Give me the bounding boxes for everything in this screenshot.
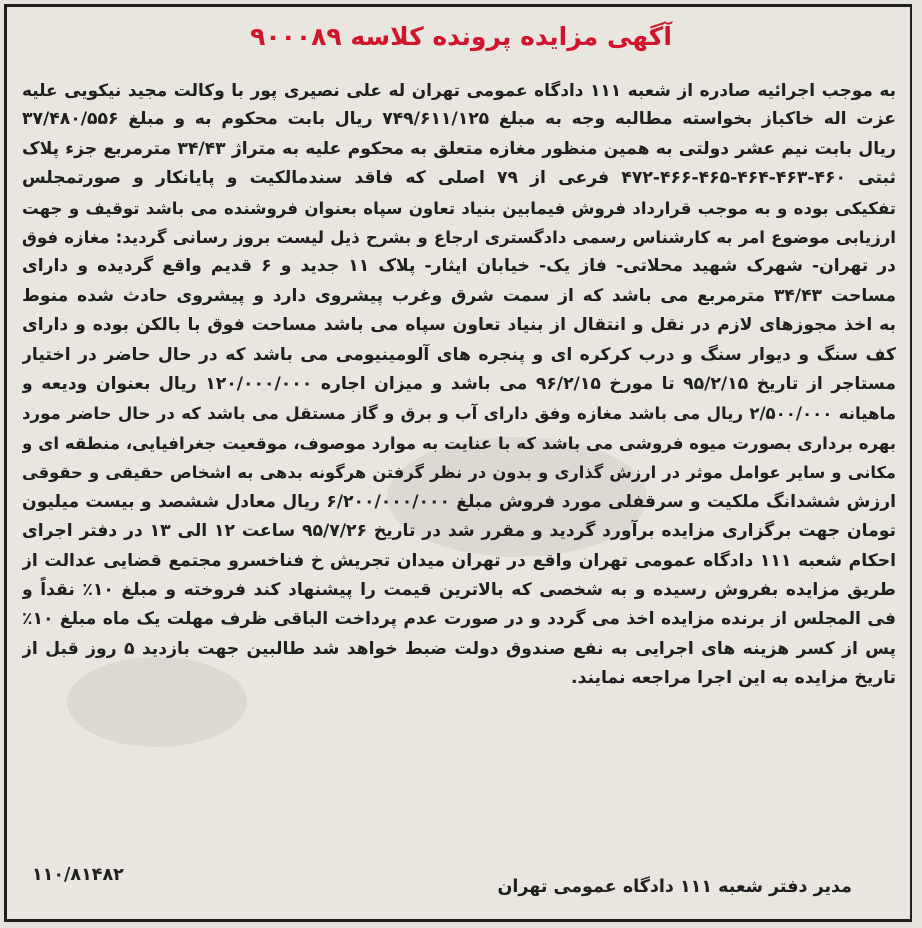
- notice-line: پس از کسر هزینه های اجرایی به نفع صندوق دولت ضبط خواهد شد طالبین جهت بازدید ۵ روز قبل از: [22, 638, 896, 659]
- notice-line: ارزیابی موضوع امر به کارشناس رسمی دادگستری ارجاع و بشرح ذیل لیست بروز رسانی گردید: مغازه فوق: [22, 228, 896, 248]
- notice-code: ۱۱۰/۸۱۴۸۲: [32, 865, 124, 885]
- notice-line: مکانی و سایر عوامل موثر در ارزش گذاری و بدون در نظر گرفتن هرگونه بدهی به اشخاص حقیقی و حقوقی: [22, 463, 896, 483]
- notice-line: ماهیانه ۲/۵۰۰/۰۰۰ ریال می باشد مغازه وفق دارای آب و برق و گاز مستقل می باشد که در حال حاضر مورد: [22, 404, 896, 424]
- notice-line: ریال بابت نیم عشر دولتی به همین منظور مغازه متعلق به محکوم علیه به متراژ ۳۴/۴۳ مترمربع جزء پلاک: [22, 138, 896, 159]
- notice-line: ارزش ششدانگ ملکیت و سرقفلی مورد فروش مبلغ ۶/۲۰۰/۰۰۰/۰۰۰ ریال معادل ششصد و بیست میلیون: [22, 491, 896, 512]
- notice-body: [22, 76, 896, 694]
- notice-line: مستاجر از تاریخ ۹۵/۲/۱۵ تا مورخ ۹۶/۲/۱۵ می باشد و میزان اجاره ۱۲۰/۰۰۰/۰۰۰ ریال بعنوان ودیعه و: [22, 374, 896, 395]
- signer-title: مدیر دفتر شعبه ۱۱۱ دادگاه عمومی تهران: [497, 877, 852, 897]
- notice-line: تاریخ مزایده به این اجرا مراجعه نمایند.: [571, 668, 896, 689]
- notice-title: آگهی مزایده پرونده کلاسه ۹۰۰۰۸۹: [250, 22, 672, 51]
- notice-line: تومان جهت برگزاری مزایده برآورد گردید و مقرر شد در تاریخ ۹۵/۷/۲۶ ساعت ۱۲ الی ۱۳ در دفتر اجرای: [22, 521, 896, 542]
- notice-line: طریق مزایده بفروش رسیده و به شخصی که بالاترین قیمت را پیشنهاد کند فروخته و مبلغ ۱۰٪ نقداً و: [22, 579, 896, 600]
- notice-line: احکام شعبه ۱۱۱ دادگاه عمومی تهران واقع در تهران میدان تجریش خ فناخسرو مجتمع قضایی عدالت از: [22, 550, 896, 571]
- notice-line: در تهران- شهرک شهید محلاتی- فاز یک- خیابان ایثار- پلاک ۱۱ جدید و ۶ قدیم واقع گردیده و دارای: [22, 256, 896, 277]
- notice-line: به موجب اجرائیه صادره از شعبه ۱۱۱ دادگاه عمومی تهران له علی نصیری پور با وکالت مجید نیکویی علیه: [22, 80, 896, 100]
- notice-line: ثبتی ۴۶۰-۴۶۳-۴۶۴-۴۶۵-۴۶۶-۴۷۲ فرعی از ۷۹ اصلی که فاقد سندمالکیت و پایانکار و صورتمجلس: [22, 168, 896, 189]
- notice-line: کف سنگ و دیوار سنگ و درب کرکره ای و پنجره های آلومینیومی می باشد که در حال حاضر در اختیار: [22, 344, 896, 365]
- notice-line: تفکیکی بوده و به موجب قرارداد فروش فیمابین بنیاد تعاون سپاه بعنوان فروشنده می باشد توقیف و جهت: [22, 198, 896, 218]
- notice-line: مساحت ۳۴/۴۳ مترمربع می باشد که از سمت شرق وغرب پیشروی دارد و پیشروی حادث شده منوط: [22, 285, 896, 306]
- notice-line: عزت اله خاکباز بخواسته مطالبه وجه به مبلغ ۷۴۹/۶۱۱/۱۲۵ ریال بابت محکوم به و مبلغ ۳۷/۴۸۰/۵۵۶: [22, 109, 896, 130]
- notice-line: بهره برداری بصورت میوه فروشی می باشد که با عنایت به موارد موصوف، موقعیت جغرافیایی، منطقه ای و: [22, 433, 896, 453]
- notice-line: به اخذ مجوزهای لازم در نقل و انتقال از بنیاد تعاون سپاه می باشد مساحت فوق با بالکن بوده و دارای: [22, 315, 896, 336]
- notice-line: فی المجلس از برنده مزایده اخذ می گردد و در صورت عدم پرداخت الباقی ظرف مهلت یک ماه مبلغ ۱۰٪: [22, 609, 896, 630]
